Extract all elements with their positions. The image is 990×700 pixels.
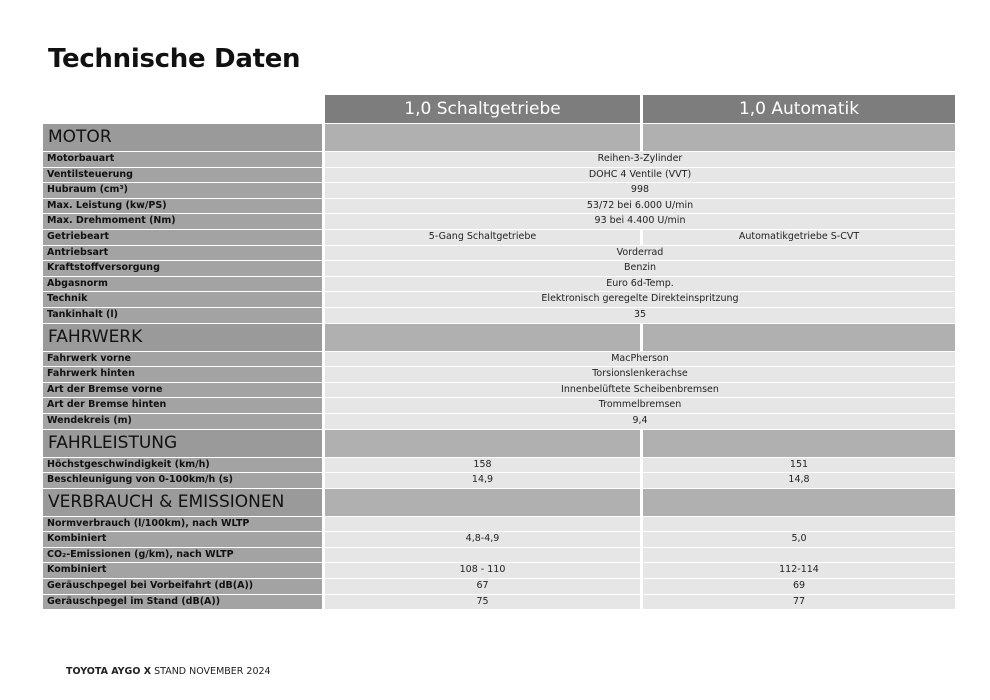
- table-row: [43, 277, 955, 292]
- section-cell-automatik: [643, 124, 955, 151]
- table-row: [43, 383, 955, 398]
- row-label: Max. Leistung (kw/PS): [43, 199, 322, 214]
- row-label: CO₂-Emissionen (g/km), nach WLTP: [43, 548, 322, 563]
- row-label: Hubraum (cm³): [43, 183, 322, 198]
- row-value-automatik: [643, 548, 955, 563]
- table-row: [43, 458, 955, 473]
- row-label: Normverbrauch (l/100km), nach WLTP: [43, 517, 322, 532]
- footer: [66, 666, 271, 677]
- row-label: Höchstgeschwindigkeit (km/h): [43, 458, 322, 473]
- table-row: [43, 199, 955, 214]
- row-label: Max. Drehmoment (Nm): [43, 214, 322, 229]
- row-label: Wendekreis (m): [43, 414, 322, 429]
- row-value-schaltgetriebe: 4,8-4,9: [325, 532, 640, 547]
- row-value-shared: Innenbelüftete Scheibenbremsen: [325, 383, 955, 398]
- table-row: [43, 246, 955, 261]
- row-value-shared: Elektronisch geregelte Direkteinspritzung: [325, 292, 955, 307]
- row-value-shared: Vorderrad: [325, 246, 955, 261]
- tech-data-table: [43, 95, 955, 609]
- row-value-shared: Benzin: [325, 261, 955, 276]
- row-label: Motorbauart: [43, 152, 322, 167]
- row-label: Art der Bremse hinten: [43, 398, 322, 413]
- section-title: FAHRWERK: [43, 324, 322, 351]
- section-cell-schaltgetriebe: [325, 489, 640, 516]
- section-header: [43, 124, 955, 151]
- table-row: [43, 532, 955, 547]
- table-row: [43, 579, 955, 594]
- row-value-automatik: 77: [643, 595, 955, 610]
- footer-stand: STAND NOVEMBER 2024: [154, 666, 271, 677]
- row-value-shared: Torsionslenkerachse: [325, 367, 955, 382]
- row-value-shared: Euro 6d-Temp.: [325, 277, 955, 292]
- table-row: [43, 517, 955, 532]
- section-cell-automatik: [643, 324, 955, 351]
- row-value-shared: Reihen-3-Zylinder: [325, 152, 955, 167]
- table-row: [43, 292, 955, 307]
- table-row: [43, 168, 955, 183]
- section-cell-schaltgetriebe: [325, 324, 640, 351]
- table-row: [43, 152, 955, 167]
- table-row: [43, 261, 955, 276]
- section-title: VERBRAUCH & EMISSIONEN: [43, 489, 322, 516]
- table-row: [43, 308, 955, 323]
- section-title: MOTOR: [43, 124, 322, 151]
- row-label: Getriebeart: [43, 230, 322, 245]
- footer-brand: TOYOTA AYGO X: [66, 666, 152, 677]
- row-value-schaltgetriebe: 67: [325, 579, 640, 594]
- table-row: [43, 398, 955, 413]
- row-value-schaltgetriebe: [325, 517, 640, 532]
- column-header-automatik: 1,0 Automatik: [643, 95, 955, 123]
- row-label: Antriebsart: [43, 246, 322, 261]
- section-header: [43, 430, 955, 457]
- row-value-automatik: 69: [643, 579, 955, 594]
- row-value-automatik: [643, 517, 955, 532]
- row-value-shared: Trommelbremsen: [325, 398, 955, 413]
- row-value-shared: 9,4: [325, 414, 955, 429]
- row-value-shared: 35: [325, 308, 955, 323]
- row-label: Ventilsteuerung: [43, 168, 322, 183]
- section-cell-schaltgetriebe: [325, 430, 640, 457]
- table-row: [43, 352, 955, 367]
- column-header-schaltgetriebe: 1,0 Schaltgetriebe: [325, 95, 640, 123]
- row-value-automatik: 112-114: [643, 563, 955, 578]
- table-row: [43, 214, 955, 229]
- header-spacer: [43, 95, 322, 123]
- row-label: Fahrwerk hinten: [43, 367, 322, 382]
- row-label: Fahrwerk vorne: [43, 352, 322, 367]
- section-cell-schaltgetriebe: [325, 124, 640, 151]
- section-cell-automatik: [643, 430, 955, 457]
- row-label: Abgasnorm: [43, 277, 322, 292]
- table-row: [43, 548, 955, 563]
- row-value-automatik: Automatikgetriebe S-CVT: [643, 230, 955, 245]
- row-label: Geräuschpegel bei Vorbeifahrt (dB(A)): [43, 579, 322, 594]
- row-value-schaltgetriebe: 14,9: [325, 473, 640, 488]
- row-value-schaltgetriebe: 158: [325, 458, 640, 473]
- section-cell-automatik: [643, 489, 955, 516]
- table-row: [43, 595, 955, 610]
- page-title: Technische Daten: [48, 44, 301, 74]
- row-value-automatik: 14,8: [643, 473, 955, 488]
- row-label: Technik: [43, 292, 322, 307]
- section-header: [43, 489, 955, 516]
- row-label: Geräuschpegel im Stand (dB(A)): [43, 595, 322, 610]
- row-label: Kombiniert: [43, 532, 322, 547]
- row-value-schaltgetriebe: 75: [325, 595, 640, 610]
- row-label: Kombiniert: [43, 563, 322, 578]
- row-label: Beschleunigung von 0-100km/h (s): [43, 473, 322, 488]
- row-value-automatik: 151: [643, 458, 955, 473]
- row-label: Kraftstoffversorgung: [43, 261, 322, 276]
- table-row: [43, 230, 955, 245]
- row-label: Tankinhalt (l): [43, 308, 322, 323]
- row-value-shared: 93 bei 4.400 U/min: [325, 214, 955, 229]
- row-value-shared: 998: [325, 183, 955, 198]
- table-row: [43, 563, 955, 578]
- row-value-shared: 53/72 bei 6.000 U/min: [325, 199, 955, 214]
- table-row: [43, 183, 955, 198]
- section-header: [43, 324, 955, 351]
- row-value-schaltgetriebe: [325, 548, 640, 563]
- table-row: [43, 414, 955, 429]
- row-label: Art der Bremse vorne: [43, 383, 322, 398]
- row-value-automatik: 5,0: [643, 532, 955, 547]
- row-value-shared: MacPherson: [325, 352, 955, 367]
- row-value-schaltgetriebe: 5-Gang Schaltgetriebe: [325, 230, 640, 245]
- row-value-shared: DOHC 4 Ventile (VVT): [325, 168, 955, 183]
- table-row: [43, 473, 955, 488]
- row-value-schaltgetriebe: 108 - 110: [325, 563, 640, 578]
- section-title: FAHRLEISTUNG: [43, 430, 322, 457]
- table-header: [43, 95, 955, 123]
- table-row: [43, 367, 955, 382]
